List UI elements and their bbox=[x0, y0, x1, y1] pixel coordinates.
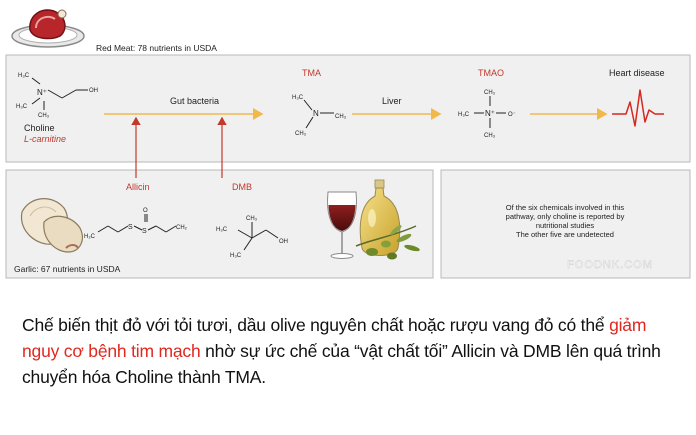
tma-label: TMA bbox=[302, 68, 321, 78]
tma-ch3-bottom: CH₃ bbox=[295, 131, 307, 137]
choline-ch3: CH₃ bbox=[38, 113, 50, 119]
choline-h3c-bottom: H₃C bbox=[16, 104, 28, 110]
note-line-4: The other five are undetected bbox=[516, 230, 614, 239]
caption-part-2: nhờ sự ức chế của “vật chất tối” Allicin và DMB lên quá trình chuyển hóa Choline thành TMA. bbox=[22, 341, 661, 387]
lcarnitine-label: L-carnitine bbox=[24, 134, 67, 144]
choline-oh: OH bbox=[89, 88, 98, 94]
allicin-s-right: S bbox=[142, 228, 147, 235]
dmb-ch3-top: CH₃ bbox=[246, 216, 258, 222]
tma-ch3-right: CH₃ bbox=[335, 114, 347, 120]
dmb-h3c-left: H₃C bbox=[216, 227, 228, 233]
choline-n: N⁺ bbox=[37, 88, 47, 97]
allicin-s-left: S bbox=[128, 224, 133, 231]
caption-text bbox=[22, 312, 682, 390]
red-meat-label: Red Meat: 78 nutrients in USDA bbox=[96, 43, 217, 53]
tmao-label: TMAO bbox=[478, 68, 504, 78]
red-meat-icon bbox=[12, 10, 84, 47]
allicin-label: Allicin bbox=[126, 182, 150, 192]
watermark: FOODNK.COM bbox=[567, 259, 653, 271]
tmao-ch3-bottom: CH₃ bbox=[484, 133, 496, 139]
meat-pathway-panel bbox=[6, 55, 690, 162]
tma-h3c-top: H₃C bbox=[292, 95, 304, 101]
dmb-oh: OH bbox=[279, 239, 288, 245]
caption-part-1: Chế biến thịt đỏ với tỏi tươi, dầu olive nguyên chất hoặc rượu vang đỏ có thể bbox=[22, 315, 610, 335]
dmb-label: DMB bbox=[232, 182, 252, 192]
garlic-label: Garlic: 67 nutrients in USDA bbox=[14, 264, 121, 274]
choline-label: Choline bbox=[24, 123, 55, 133]
tmao-ch3-top: CH₃ bbox=[484, 90, 496, 96]
allicin-ch2: CH₂ bbox=[176, 225, 187, 231]
dmb-h3c-bottom: H₃C bbox=[230, 253, 242, 259]
allicin-h2c: H₂C bbox=[84, 234, 95, 240]
heart-disease-label: Heart disease bbox=[609, 68, 665, 78]
tmao-o-minus: O⁻ bbox=[508, 112, 516, 118]
tmao-h3c: H₃C bbox=[458, 112, 470, 118]
gut-bacteria-label: Gut bacteria bbox=[170, 96, 220, 106]
caption-highlight: giảm nguy cơ bệnh tim mạch bbox=[22, 315, 647, 361]
note-line-1: Of the six chemicals involved in this bbox=[505, 203, 625, 212]
liver-label: Liver bbox=[382, 96, 402, 106]
tmao-n: N⁺ bbox=[485, 109, 495, 118]
tma-n: N bbox=[313, 109, 319, 118]
allicin-o: O bbox=[143, 208, 148, 214]
note-line-3: nutritional studies bbox=[535, 221, 595, 230]
note-line-2: pathway, only choline is reported by bbox=[505, 212, 625, 221]
choline-h3c-top: H₃C bbox=[18, 73, 30, 79]
